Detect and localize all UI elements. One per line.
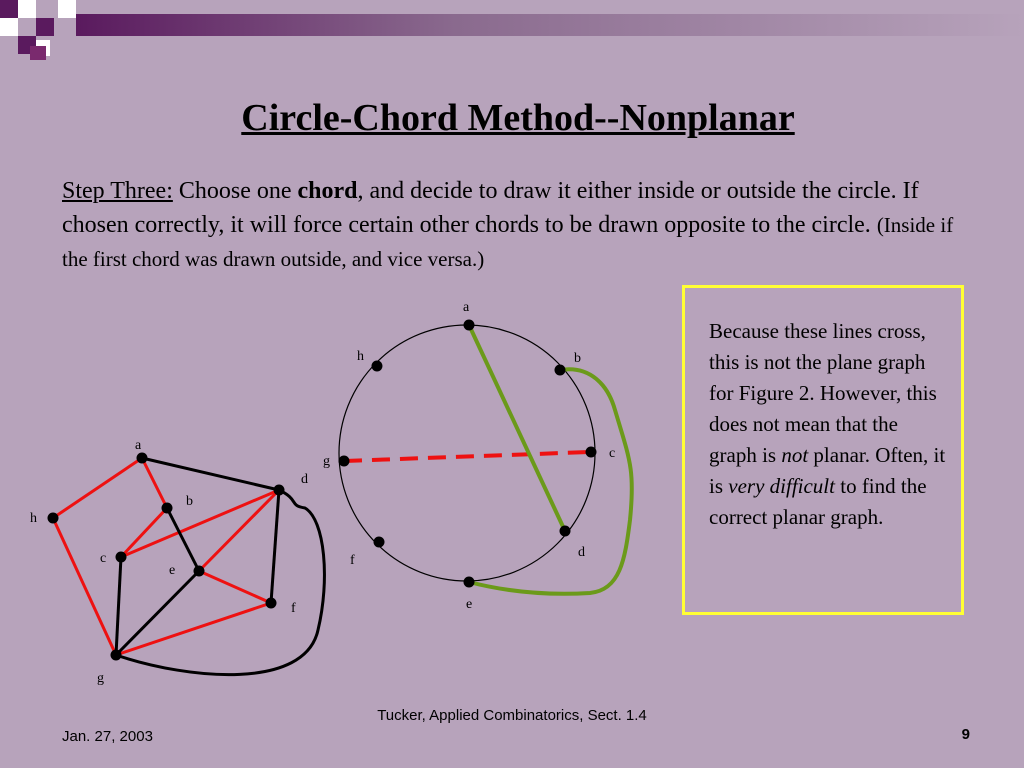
note-text-2: planar. Often, it is — [709, 443, 946, 498]
step-label: Step Three: — [62, 178, 173, 204]
edge-h-a — [53, 458, 142, 518]
footer-source: Tucker, Applied Combinatorics, Sect. 1.4 — [377, 707, 647, 724]
label-f: f — [291, 601, 296, 616]
step-text-2: , and decide to draw it either inside or outside the circle. If chosen correctly, it will force certain other chords to be drawn opposite to the circle. — [62, 178, 919, 238]
note-very-difficult: very difficult — [728, 474, 835, 498]
edge-h-g — [53, 518, 116, 655]
edge-c-d — [121, 490, 279, 557]
note-text-3: to find the correct planar graph. — [709, 474, 927, 529]
circle-vertex-g — [339, 456, 350, 467]
edge-b-c — [121, 508, 167, 557]
label-c: c — [100, 551, 107, 566]
circle-label-c: c — [609, 446, 616, 461]
page-number: 9 — [961, 726, 970, 743]
edge-a-b — [142, 458, 167, 508]
vertex-d — [274, 485, 285, 496]
vertex-b — [162, 503, 173, 514]
circle-label-g: g — [323, 454, 330, 469]
slide-title: Circle-Chord Method--Nonplanar — [241, 97, 795, 139]
chord-g-c-red-dashed — [344, 452, 590, 461]
vertex-f — [266, 598, 277, 609]
step-bold-chord: chord — [297, 178, 358, 204]
label-d: d — [301, 472, 308, 487]
edge-a-d — [142, 458, 279, 490]
note-box — [682, 285, 964, 615]
circle-vertex-d — [560, 526, 571, 537]
edge-e-d — [199, 490, 279, 571]
circle-graph — [323, 300, 632, 612]
step-small-note: (Inside if the first chord was drawn outside, and vice versa.) — [62, 213, 954, 271]
circle-label-d: d — [578, 545, 585, 560]
chord-b-e-green-outside — [469, 369, 632, 594]
edge-b-e — [167, 508, 199, 571]
circle-vertex-f — [374, 537, 385, 548]
circle-vertex-a — [464, 320, 475, 331]
edge-g-f — [116, 603, 271, 655]
label-b: b — [186, 494, 193, 509]
note-not: not — [781, 443, 809, 467]
vertex-g — [111, 650, 122, 661]
label-e: e — [169, 563, 176, 578]
circle-vertex-e — [464, 577, 475, 588]
footer-date: Jan. 27, 2003 — [62, 728, 153, 745]
edge-d-g-outer — [116, 490, 324, 675]
edge-c-g — [116, 557, 121, 655]
circle-label-e: e — [466, 597, 473, 612]
edge-e-f — [199, 571, 271, 603]
vertex-c — [116, 552, 127, 563]
circle-label-b: b — [574, 351, 581, 366]
circle-vertex-h — [372, 361, 383, 372]
step-text-1: Choose one — [172, 178, 298, 204]
vertex-e — [194, 566, 205, 577]
label-h: h — [30, 511, 37, 526]
circle-label-f: f — [350, 553, 355, 568]
left-graph — [30, 438, 324, 686]
note-text-1: Because these lines cross, this is not the plane graph for Figure 2. However, this does not mean that the graph is — [709, 319, 937, 467]
circle-label-a: a — [463, 300, 470, 315]
vertex-a — [137, 453, 148, 464]
label-g: g — [97, 671, 104, 686]
circle-label-h: h — [357, 349, 364, 364]
label-a: a — [135, 438, 142, 453]
circle-vertex-b — [555, 365, 566, 376]
edge-d-f — [271, 490, 279, 603]
vertex-h — [48, 513, 59, 524]
circle-vertex-c — [586, 447, 597, 458]
